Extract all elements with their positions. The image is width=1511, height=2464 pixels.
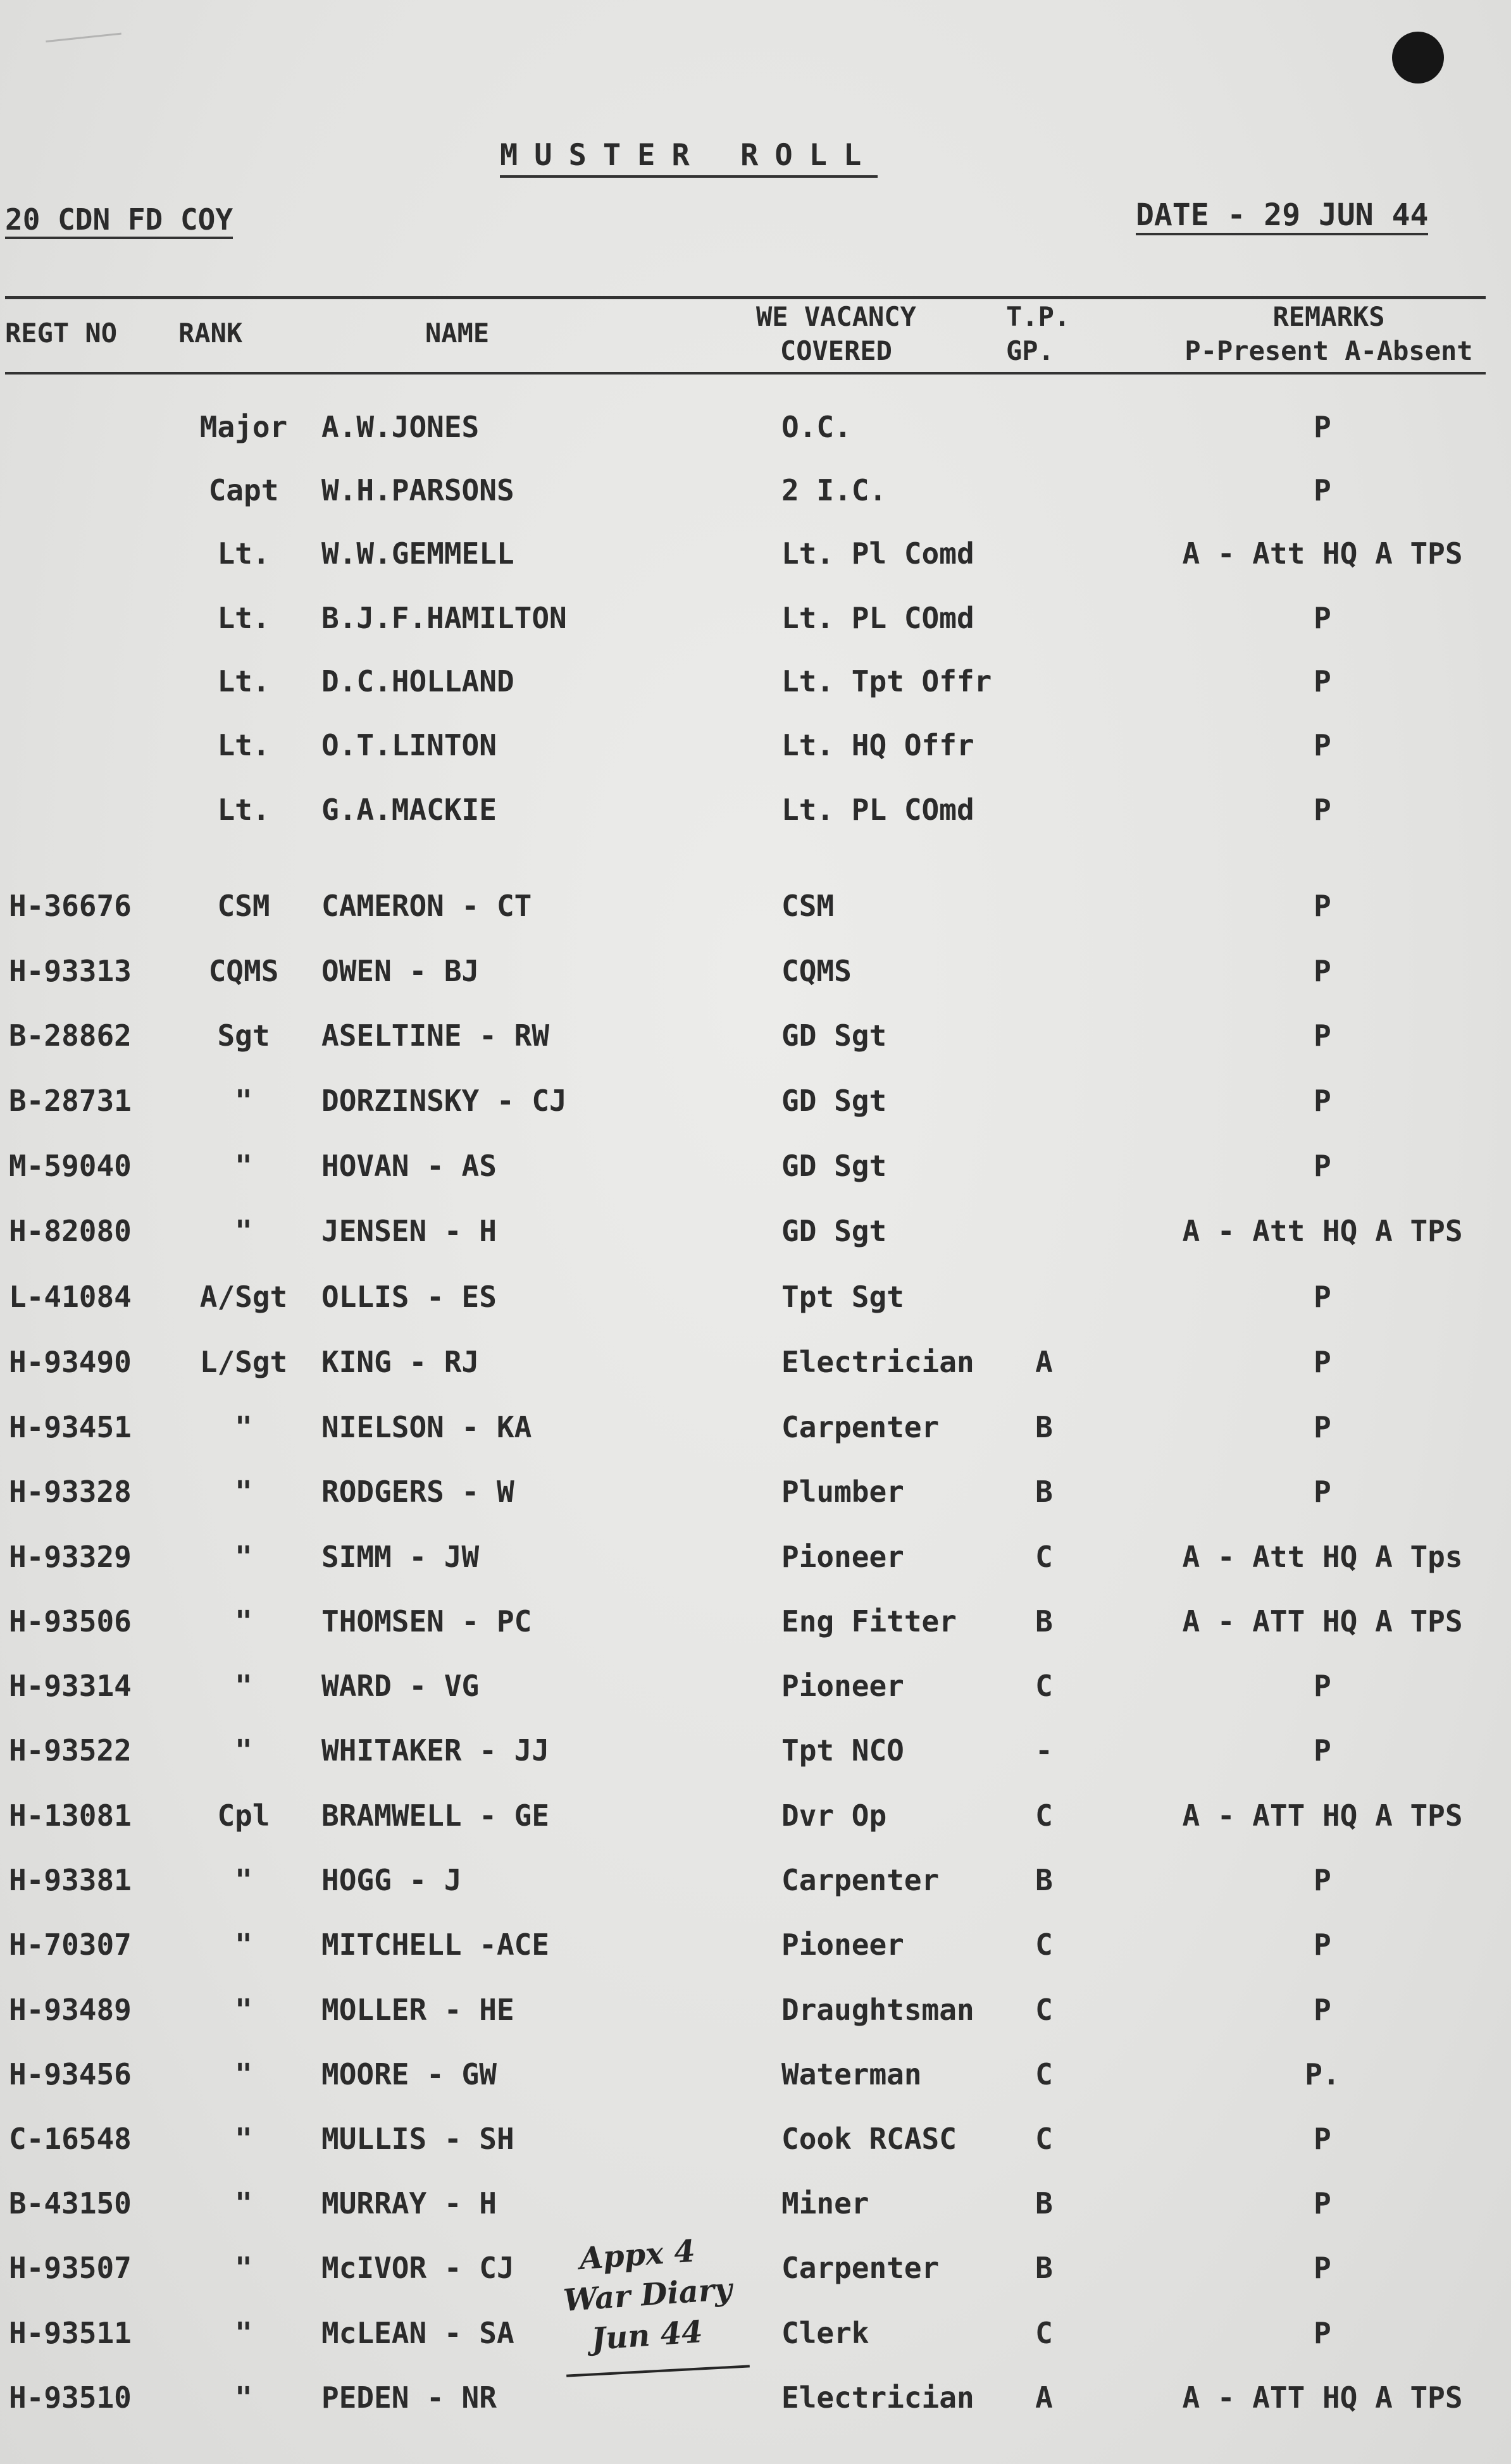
cell-we: Lt. Pl Comd <box>781 536 974 571</box>
cell-we: Clerk <box>781 2316 869 2350</box>
column-header-rank: RANK <box>178 318 243 349</box>
tp-line2: GP. <box>1006 335 1054 366</box>
cell-tp: B <box>1035 2186 1053 2220</box>
cell-name: G.A.MACKIE <box>321 793 497 827</box>
cell-rank: " <box>235 1733 252 1768</box>
cell-remarks: P <box>1314 1410 1331 1444</box>
cell-name: PEDEN - NR <box>321 2380 497 2415</box>
cell-tp: A <box>1035 1345 1053 1379</box>
cell-name: HOVAN - AS <box>321 1149 497 1183</box>
cell-rank: Lt. <box>217 664 270 698</box>
cell-rank: " <box>235 1410 252 1444</box>
cell-name: D.C.HOLLAND <box>321 664 514 698</box>
table-row <box>0 1855 1511 1905</box>
cell-we: Waterman <box>781 2057 922 2091</box>
cell-remarks: P <box>1314 793 1331 827</box>
cell-remarks: P <box>1314 1149 1331 1183</box>
cell-regt: C-16548 <box>9 2122 132 2156</box>
cell-regt: H-93313 <box>9 954 132 988</box>
table-row <box>0 1075 1511 1126</box>
cell-we: Pioneer <box>781 1669 904 1703</box>
cell-rank: CSM <box>217 889 270 923</box>
cell-regt: H-93522 <box>9 1733 132 1768</box>
cell-regt: H-93511 <box>9 2316 132 2350</box>
cell-tp: B <box>1035 1410 1053 1444</box>
cell-regt: H-13081 <box>9 1798 132 1833</box>
cell-rank: " <box>235 2186 252 2220</box>
table-row <box>0 1596 1511 1647</box>
cell-rank: Capt <box>208 473 279 507</box>
cell-tp: C <box>1035 2122 1053 2156</box>
cell-remarks: P <box>1314 473 1331 507</box>
we-vacancy-line2: COVERED <box>780 335 892 366</box>
cell-rank: " <box>235 1475 252 1509</box>
cell-tp: C <box>1035 1669 1053 1703</box>
cell-remarks: P <box>1314 1475 1331 1509</box>
unit-name: 20 CDN FD COY <box>5 202 233 239</box>
cell-remarks: P <box>1314 410 1331 444</box>
table-row <box>0 946 1511 996</box>
cell-name: WARD - VG <box>321 1669 480 1703</box>
cell-tp: A <box>1035 2380 1053 2415</box>
cell-tp: B <box>1035 2251 1053 2285</box>
cell-remarks: P <box>1314 954 1331 988</box>
cell-rank: " <box>235 1669 252 1703</box>
cell-name: DORZINSKY - CJ <box>321 1084 567 1118</box>
cell-we: Pioneer <box>781 1540 904 1574</box>
cell-rank: Sgt <box>217 1018 270 1053</box>
annotation-line3: Jun 44 <box>590 2314 704 2358</box>
cell-name: OWEN - BJ <box>321 954 480 988</box>
cell-name: W.H.PARSONS <box>321 473 514 507</box>
cell-name: MULLIS - SH <box>321 2122 514 2156</box>
page-title: MUSTER ROLL <box>500 138 878 178</box>
cell-rank: " <box>235 1540 252 1574</box>
cell-we: Lt. PL COmd <box>781 793 974 827</box>
table-row <box>0 2114 1511 2164</box>
cell-regt: H-93510 <box>9 2380 132 2415</box>
cell-name: OLLIS - ES <box>321 1280 497 1314</box>
cell-regt: B-28731 <box>9 1084 132 1118</box>
cell-name: B.J.F.HAMILTON <box>321 601 567 635</box>
cell-we: Lt. PL COmd <box>781 601 974 635</box>
cell-we: O.C. <box>781 410 852 444</box>
cell-we: Pioneer <box>781 1928 904 1962</box>
cell-remarks: P <box>1314 601 1331 635</box>
table-row <box>0 1790 1511 1841</box>
cell-name: KING - RJ <box>321 1345 480 1379</box>
cell-regt: B-28862 <box>9 1018 132 1053</box>
cell-name: McLEAN - SA <box>321 2316 514 2350</box>
cell-regt: H-93329 <box>9 1540 132 1574</box>
cell-rank: " <box>235 2380 252 2415</box>
cell-name: THOMSEN - PC <box>321 1604 532 1638</box>
cell-we: Carpenter <box>781 1410 940 1444</box>
cell-we: Plumber <box>781 1475 904 1509</box>
cell-remarks: P <box>1314 1084 1331 1118</box>
table-row <box>0 1402 1511 1452</box>
cell-regt: H-93381 <box>9 1863 132 1897</box>
cell-rank: " <box>235 2057 252 2091</box>
annotation-line1: Appx 4 <box>578 2233 697 2277</box>
cell-we: Carpenter <box>781 1863 940 1897</box>
cell-we: Dvr Op <box>781 1798 887 1833</box>
we-vacancy-line1: WE VACANCY <box>756 301 916 332</box>
cell-rank: A/Sgt <box>199 1280 288 1314</box>
cell-remarks: P <box>1314 1345 1331 1379</box>
cell-rank: " <box>235 1993 252 2027</box>
table-row <box>0 656 1511 707</box>
cell-rank: " <box>235 1863 252 1897</box>
cell-rank: " <box>235 2316 252 2350</box>
cell-remarks: P <box>1314 1993 1331 2027</box>
table-row <box>0 1010 1511 1061</box>
cell-name: NIELSON - KA <box>321 1410 532 1444</box>
cell-remarks: P <box>1314 1863 1331 1897</box>
cell-tp: C <box>1035 1928 1053 1962</box>
cell-we: Tpt Sgt <box>781 1280 904 1314</box>
cell-remarks: P <box>1314 2251 1331 2285</box>
cell-remarks: P <box>1314 1733 1331 1768</box>
cell-name: McIVOR - CJ <box>321 2251 514 2285</box>
remarks-line2: P-Present A-Absent <box>1185 335 1473 366</box>
cell-we: Miner <box>781 2186 869 2220</box>
cell-remarks: P <box>1314 1928 1331 1962</box>
cell-remarks: P <box>1314 1018 1331 1053</box>
table-row <box>0 528 1511 579</box>
cell-rank: " <box>235 1149 252 1183</box>
table-row <box>0 2178 1511 2229</box>
cell-name: WHITAKER - JJ <box>321 1733 550 1768</box>
table-row <box>0 2049 1511 2100</box>
cell-name: O.T.LINTON <box>321 728 497 762</box>
table-row <box>0 1272 1511 1322</box>
cell-regt: H-70307 <box>9 1928 132 1962</box>
cell-regt: H-93490 <box>9 1345 132 1379</box>
cell-rank: " <box>235 1604 252 1638</box>
cell-we: Lt. Tpt Offr <box>781 664 992 698</box>
cell-regt: L-41084 <box>9 1280 132 1314</box>
cell-remarks: A - Att HQ A Tps <box>1182 1540 1463 1574</box>
cell-we: Cook RCASC <box>781 2122 957 2156</box>
cell-name: MITCHELL -ACE <box>321 1928 550 1962</box>
cell-remarks: A - Att HQ A TPS <box>1182 1214 1463 1248</box>
cell-we: 2 I.C. <box>781 473 887 507</box>
cell-regt: H-93456 <box>9 2057 132 2091</box>
cell-name: SIMM - JW <box>321 1540 480 1574</box>
cell-regt: H-93328 <box>9 1475 132 1509</box>
cell-remarks: P <box>1314 2122 1331 2156</box>
cell-regt: H-93506 <box>9 1604 132 1638</box>
cell-regt: B-43150 <box>9 2186 132 2220</box>
cell-rank: " <box>235 2251 252 2285</box>
cell-name: MOLLER - HE <box>321 1993 514 2027</box>
cell-remarks: P <box>1314 889 1331 923</box>
cell-rank: Major <box>199 410 288 444</box>
cell-tp: - <box>1035 1733 1053 1768</box>
cell-remarks: P <box>1314 2316 1331 2350</box>
cell-rank: Lt. <box>217 728 270 762</box>
cell-remarks: P <box>1314 1280 1331 1314</box>
table-row <box>0 593 1511 643</box>
cell-rank: " <box>235 1214 252 1248</box>
table-row <box>0 1919 1511 1970</box>
cell-tp: C <box>1035 1993 1053 2027</box>
cell-tp: B <box>1035 1475 1053 1509</box>
table-row <box>0 720 1511 771</box>
table-row <box>0 1532 1511 1582</box>
table-row <box>0 1725 1511 1776</box>
cell-we: Electrician <box>781 2380 974 2415</box>
cell-rank: L/Sgt <box>199 1345 288 1379</box>
table-row <box>0 402 1511 452</box>
cell-regt: H-36676 <box>9 889 132 923</box>
cell-tp: C <box>1035 1540 1053 1574</box>
table-row <box>0 2372 1511 2423</box>
cell-regt: H-93507 <box>9 2251 132 2285</box>
table-row <box>0 1466 1511 1517</box>
table-row <box>0 784 1511 835</box>
column-header-name: NAME <box>425 318 490 349</box>
remarks-line1: REMARKS <box>1272 301 1385 332</box>
cell-rank: " <box>235 1928 252 1962</box>
cell-tp: C <box>1035 2316 1053 2350</box>
cell-we: Lt. HQ Offr <box>781 728 974 762</box>
cell-we: CQMS <box>781 954 852 988</box>
cell-name: JENSEN - H <box>321 1214 497 1248</box>
cell-we: CSM <box>781 889 835 923</box>
cell-we: GD Sgt <box>781 1214 887 1248</box>
cell-name: RODGERS - W <box>321 1475 514 1509</box>
table-row <box>0 1984 1511 2035</box>
cell-we: GD Sgt <box>781 1149 887 1183</box>
cell-rank: CQMS <box>208 954 279 988</box>
cell-remarks: A - Att HQ A TPS <box>1182 536 1463 571</box>
table-row <box>0 1141 1511 1191</box>
column-header-regt-no: REGT NO <box>5 318 118 349</box>
cell-name: CAMERON - CT <box>321 889 532 923</box>
cell-rank: Lt. <box>217 793 270 827</box>
cell-name: MURRAY - H <box>321 2186 497 2220</box>
handwritten-annotation <box>559 2226 770 2362</box>
cell-name: W.W.GEMMELL <box>321 536 514 571</box>
cell-remarks: P <box>1314 1669 1331 1703</box>
annotation-line2: War Diary <box>562 2271 733 2319</box>
cell-rank: Lt. <box>217 601 270 635</box>
cell-regt: H-93451 <box>9 1410 132 1444</box>
cell-we: GD Sgt <box>781 1084 887 1118</box>
cell-we: Draughtsman <box>781 1993 974 2027</box>
cell-remarks: A - ATT HQ A TPS <box>1182 2380 1463 2415</box>
cell-remarks: P <box>1314 2186 1331 2220</box>
cell-rank: " <box>235 2122 252 2156</box>
cell-we: Eng Fitter <box>781 1604 957 1638</box>
cell-name: BRAMWELL - GE <box>321 1798 550 1833</box>
cell-name: A.W.JONES <box>321 410 480 444</box>
cell-we: GD Sgt <box>781 1018 887 1053</box>
cell-tp: B <box>1035 1604 1053 1638</box>
cell-remarks: P <box>1314 728 1331 762</box>
table-row <box>0 881 1511 931</box>
cell-name: HOGG - J <box>321 1863 462 1897</box>
cell-regt: H-93489 <box>9 1993 132 2027</box>
tp-line1: T.P. <box>1006 301 1071 332</box>
cell-tp: C <box>1035 1798 1053 1833</box>
table-row <box>0 1661 1511 1711</box>
cell-remarks: A - ATT HQ A TPS <box>1182 1798 1463 1833</box>
cell-name: MOORE - GW <box>321 2057 497 2091</box>
cell-regt: H-82080 <box>9 1214 132 1248</box>
cell-tp: B <box>1035 1863 1053 1897</box>
cell-tp: C <box>1035 2057 1053 2091</box>
table-row <box>0 465 1511 516</box>
table-row <box>0 1206 1511 1256</box>
cell-rank: Cpl <box>217 1798 270 1833</box>
cell-remarks: A - ATT HQ A TPS <box>1182 1604 1463 1638</box>
cell-rank: " <box>235 1084 252 1118</box>
cell-remarks: P <box>1314 664 1331 698</box>
cell-name: ASELTINE - RW <box>321 1018 550 1053</box>
table-row <box>0 1337 1511 1387</box>
cell-rank: Lt. <box>217 536 270 571</box>
cell-regt: M-59040 <box>9 1149 132 1183</box>
roll-date: DATE - 29 JUN 44 <box>1136 197 1428 235</box>
cell-regt: H-93314 <box>9 1669 132 1703</box>
cell-remarks: P. <box>1305 2057 1340 2091</box>
cell-we: Tpt NCO <box>781 1733 904 1768</box>
cell-we: Electrician <box>781 1345 974 1379</box>
cell-we: Carpenter <box>781 2251 940 2285</box>
